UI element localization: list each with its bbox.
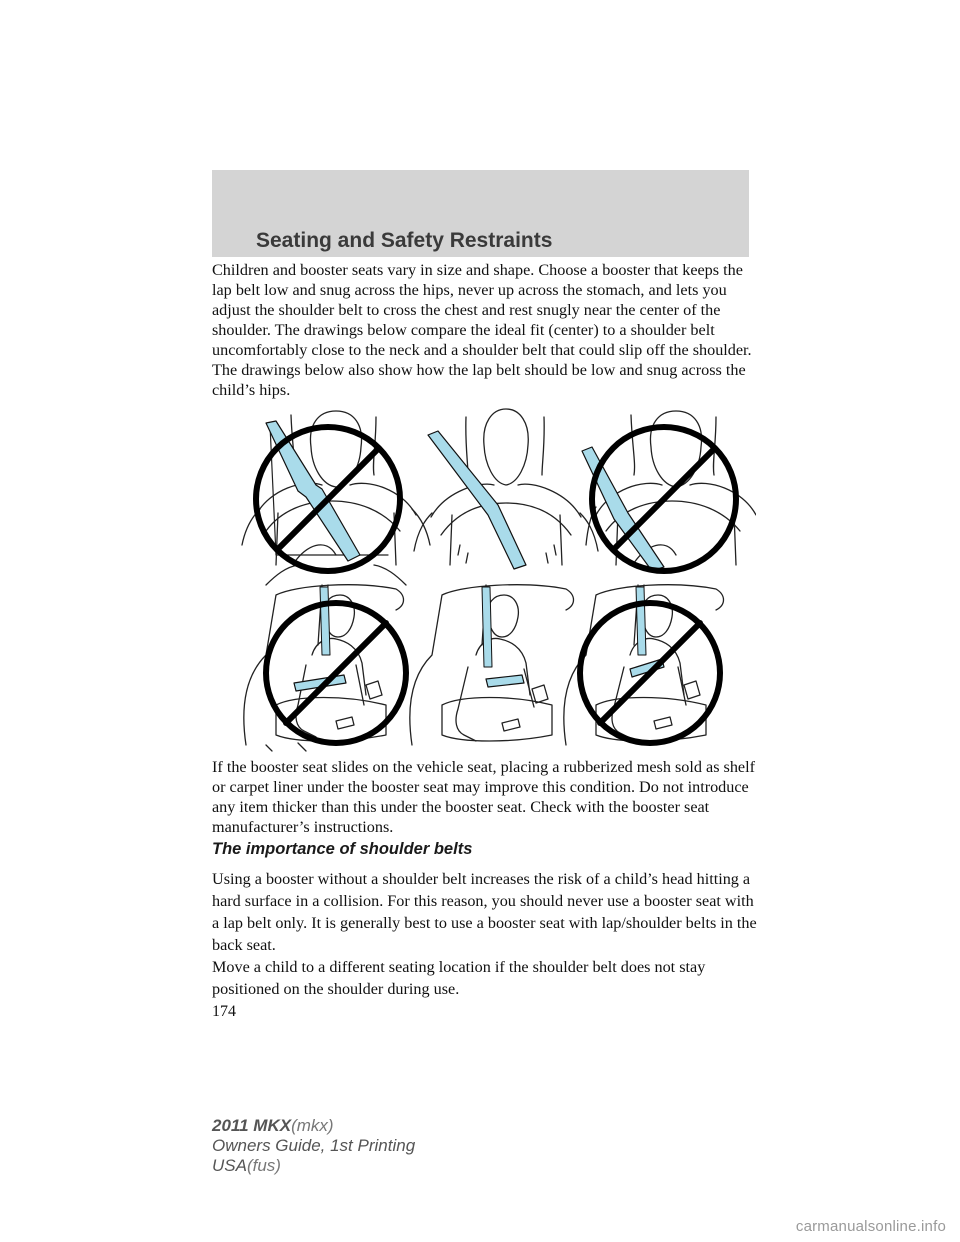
mesh-paragraph: If the booster seat slides on the vehicle seat, placing a rubberized mesh sold as shelf or carpet liner under the booster seat may improve this condition. Do not introduce any item thicker than this under the booster seat. Check with the booster seat manufacturer’s instructions. [212, 758, 756, 836]
footer-region: USA [212, 1156, 247, 1175]
print-footer [212, 1116, 415, 1176]
shoulder-belt-correct-figure [414, 409, 598, 569]
shoulder-belts-heading: The importance of shoulder belts [212, 840, 473, 858]
move-child-paragraph: Move a child to a different seating location if the shoulder belt does not stay positioned on the shoulder during use. [212, 958, 706, 998]
section-header-band [212, 170, 749, 257]
footer-model-line [212, 1116, 415, 1136]
footer-region-code: (fus) [246, 1156, 281, 1175]
shoulder-belts-paragraph: Using a booster without a shoulder belt increases the risk of a child’s head hitting a hard surface in a collision. For this reason, you should never use a booster seat with a lap belt only. It is generally best to use a booster seat with lap/shoulder belts in the back seat. [212, 870, 757, 954]
page-number: 174 [212, 1003, 236, 1020]
prohibition-icon [256, 427, 400, 571]
lap-belt-correct-figure [410, 585, 574, 745]
section-title: Seating and Safety Restraints [256, 229, 553, 252]
footer-model-code: (mkx) [291, 1116, 334, 1135]
intro-paragraph: Children and booster seats vary in size and shape. Choose a booster that keeps the lap belt low and snug across the hips, never up across the stomach, and lets you adjust the shoulder belt to cross the chest and rest snugly near the center of the shoulder. The drawings below compare the ideal fit (center) to a shoulder belt uncomfortably close to the neck and a shoulder belt that could slip off the shoulder. The drawings below also show how the lap belt should be low and snug across the child’s hips. [212, 261, 752, 399]
footer-region-line [212, 1156, 415, 1176]
prohibition-icon [580, 603, 720, 743]
watermark-text: carmanualsonline.info [795, 1218, 946, 1235]
footer-model: 2011 MKX [212, 1116, 292, 1135]
booster-fit-illustration [236, 405, 756, 755]
footer-guide-line: Owners Guide, 1st Printing [212, 1136, 416, 1155]
